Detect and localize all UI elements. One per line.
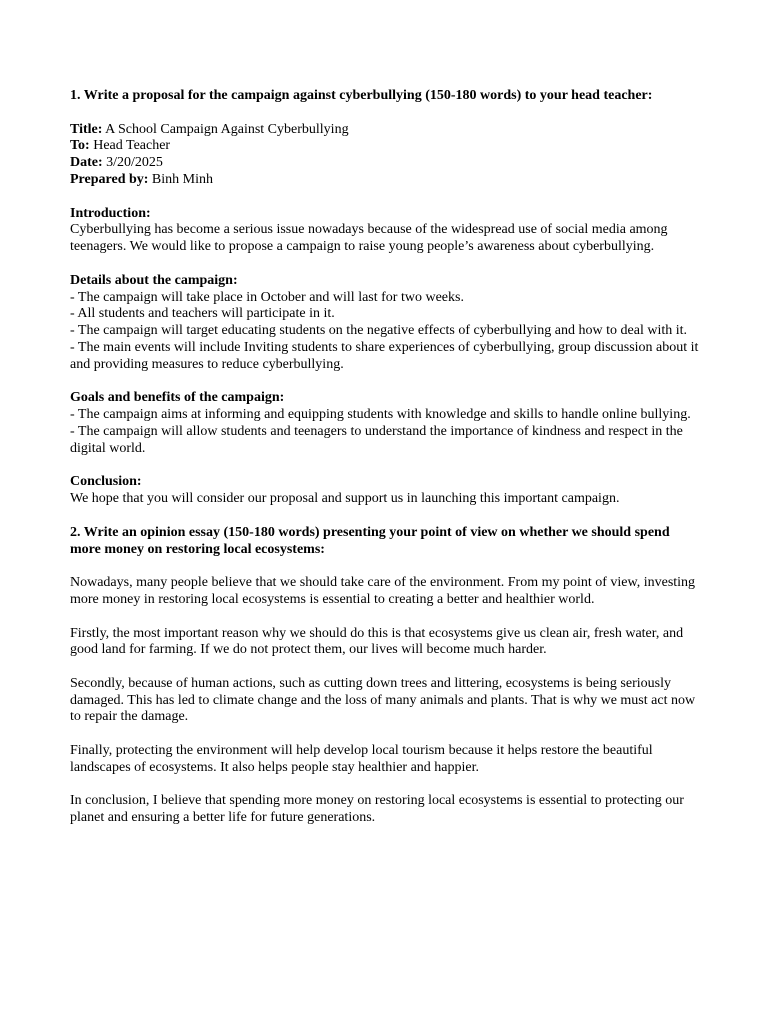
goals-heading: Goals and benefits of the campaign: [70, 390, 285, 406]
meta-to [70, 138, 702, 155]
goals-section [70, 390, 702, 457]
essay-paragraph: Firstly, the most important reason why we should do this is that ecosystems give us clean air, fresh water, and good land for farming. If we do not protect them, our lives will become much harder. [70, 625, 684, 658]
introduction-text: Cyberbullying has become a serious issue nowadays because of the widespread use of social media among teenagers. We would like to propose a campaign to raise young people’s awareness about cyberbullying. [70, 222, 668, 255]
essay-paragraph: Secondly, because of human actions, such as cutting down trees and littering, ecosystems is being seriously damaged. This has led to climate change and the loss of many animals and plants. That is why we must act now to repair the damage. [70, 675, 696, 725]
details-section [70, 273, 702, 374]
proposal-meta [70, 122, 702, 189]
details-heading: Details about the campaign: [70, 272, 238, 288]
details-item: - The main events will include Inviting students to share experiences of cyberbullying, group discussion about it and providing measures to reduce cyberbullying. [70, 339, 699, 372]
meta-to-label: To: [70, 138, 90, 154]
introduction-section [70, 206, 702, 256]
essay-paragraph: Finally, protecting the environment will help develop local tourism because it helps restore the beautiful landscapes of ecosystems. It also helps people stay healthier and happier. [70, 743, 653, 775]
meta-title-value: A School Campaign Against Cyberbullying [102, 121, 349, 137]
meta-prepared-label: Prepared by: [70, 171, 149, 187]
details-item: - The campaign will target educating students on the negative effects of cyberbullying and how to deal with it. [70, 323, 687, 339]
details-item: - All students and teachers will participate in it. [70, 306, 335, 322]
conclusion-section [70, 474, 702, 508]
details-item: - The campaign will take place in October and will last for two weeks. [70, 289, 464, 305]
goals-item: - The campaign aims at informing and equipping students with knowledge and skills to handle online bullying. [70, 407, 691, 423]
meta-date [70, 155, 702, 172]
conclusion-heading: Conclusion: [70, 474, 142, 490]
meta-prepared-by [70, 172, 702, 189]
document-page [70, 88, 702, 844]
task2-heading: 2. Write an opinion essay (150-180 words) presenting your point of view on whether we should spend more money on restoring local ecosystems: [70, 524, 670, 557]
meta-date-value: 3/20/2025 [102, 155, 163, 171]
essay-paragraph: In conclusion, I believe that spending more money on restoring local ecosystems is essential to protecting our planet and ensuring a better life for future generations. [70, 793, 684, 826]
goals-item: - The campaign will allow students and teenagers to understand the importance of kindness and respect in the digital world. [70, 423, 683, 456]
task1-heading: 1. Write a proposal for the campaign against cyberbullying (150-180 words) to your head teacher: [70, 88, 653, 103]
meta-title [70, 122, 702, 139]
essay-paragraph: Nowadays, many people believe that we should take care of the environment. From my point of view, investing more money in restoring local ecosystems is essential to creating a better and healthier world. [70, 575, 696, 607]
meta-prepared-value: Binh Minh [148, 171, 213, 187]
meta-to-value: Head Teacher [89, 138, 171, 154]
meta-title-label: Title: [70, 121, 103, 137]
meta-date-label: Date: [70, 155, 103, 171]
introduction-heading: Introduction: [70, 205, 151, 221]
conclusion-text: We hope that you will consider our proposal and support us in launching this important campaign. [70, 491, 620, 507]
